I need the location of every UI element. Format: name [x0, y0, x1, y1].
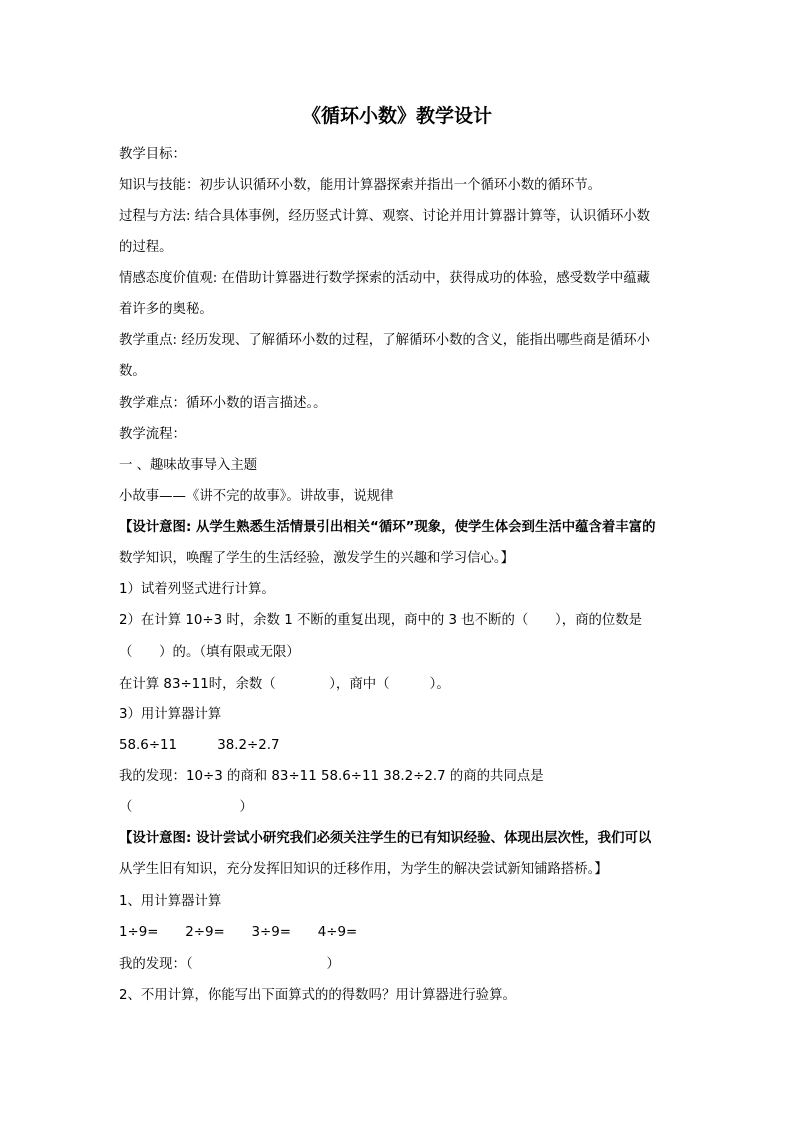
document-title: 《循环小数》教学设计	[301, 105, 492, 127]
text-line: 过程与方法: 结合具体事例，经历竖式计算、观察、讨论并用计算器计算等，认识循环小数	[119, 209, 650, 224]
text-line: （ ）的。（填有限或无限）	[119, 645, 300, 660]
text-line: 着许多的奥秘。	[119, 302, 213, 317]
text-line: 知识与技能：初步认识循环小数，能用计算器探索并指出一个循环小数的循环节。	[119, 178, 602, 193]
text-line: 一 、趣味故事导入主题	[119, 458, 258, 473]
text-line: 1、用计算器计算	[119, 894, 222, 909]
text-line: 教学目标：	[119, 147, 186, 162]
text-line: 1÷9= 2÷9= 3÷9= 4÷9=	[119, 925, 358, 940]
text-line: 教学流程：	[119, 427, 186, 442]
text-line: （ ）	[119, 800, 253, 815]
text-line: 数。	[119, 364, 146, 379]
text-line: 小故事——《讲不完的故事》。讲故事，说规律	[119, 489, 394, 504]
text-line: 教学难点：循环小数的语言描述。。	[119, 396, 327, 411]
text-line: 数学知识，唤醒了学生的生活经验，激发学生的兴趣和学习信心。】	[119, 551, 515, 566]
text-line: 3）用计算器计算	[119, 707, 222, 722]
text-line: 2）在计算 10÷3 时，余数 1 不断的重复出现，商中的 3 也不断的（ ），商的位数是	[119, 613, 643, 628]
text-line: 的过程。	[119, 240, 173, 255]
text-line: 从学生旧有知识，充分发挥旧知识的迁移作用，为学生的解决尝试新知铺路搭桥。】	[119, 862, 608, 877]
text-line: 情感态度价值观: 在借助计算器进行数学探索的活动中，获得成功的体验，感受数学中蕴藏	[119, 271, 650, 286]
text-line: 58.6÷11 38.2÷2.7	[119, 738, 280, 753]
text-line: 2、不用计算，你能写出下面算式的的得数吗？用计算器进行验算。	[119, 988, 516, 1003]
text-line: 我的发现：（ ）	[119, 957, 340, 972]
text-line: 在计算 83÷11时，余数（ ），商中（ ）。	[119, 677, 450, 692]
text-line: 教学重点: 经历发现、了解循环小数的过程，了解循环小数的含义，能指出哪些商是循环小	[119, 333, 650, 348]
text-line: 1）试着列竖式进行计算。	[119, 582, 275, 597]
design-intent-line: 【设计意图: 设计尝试小研究我们必须关注学生的已有知识经验、体现出层次性，我们可以	[119, 831, 652, 846]
design-intent-line: 【设计意图: 从学生熟悉生活情景引出相关“循环”现象，使学生体会到生活中蕴含着丰富的	[119, 520, 656, 535]
text-line: 我的发现：10÷3 的商和 83÷11 58.6÷11 38.2÷2.7 的商的共同点是	[119, 769, 544, 784]
